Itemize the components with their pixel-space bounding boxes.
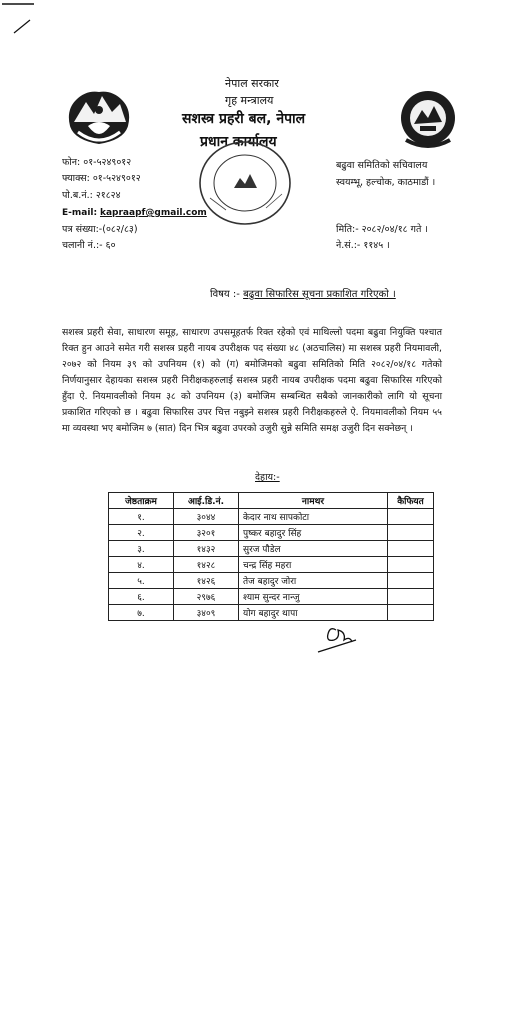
notice-body: सशस्त्र प्रहरी सेवा, साधारण समूह, साधारण उपसमूहतर्फ रिक्त रहेको एवं माथिल्लो पदमा बढुवा नियुक्ति पश्चात रिक्त हुन आउने समेत गरी सशस्त्र प्रहरी नायब उपरीक्षक पद संख्या ४८ (अठचालिस) मा सशस्त्र प्रहरी नियमावली, २०७२ को नियम ३९ को उपनियम (१) को (ग) बमोजिमको बढुवा समितिको मिति २०८२/०४/१८ गतेको निर्णयानुसार देहायका सशस्त्र प्रहरी निरीक्षकहरुलाई सशस्त्र प्रहरी नायब उपरीक्षक पदमा बढुवा सिफारिस गरिएको हुँदा ऐ. नियमावलीको नियम ३८ को उपनियम (३) बमोजिम सम्बन्धित सबैको जानकारीको लागि यो सूचना प्रकाशित गरिएको छ । बढुवा सिफारिस उपर चित्त नबुझ्ने सशस्त्र प्रहरी निरीक्षकहरुले ऐ. नियमावलीको नियम ५५ मा व्यवस्था भए बमोजिम ७ (सात) दिन भित्र बढुवा उपरको उजुरी सुन्ने समिति समक्ष उजुरी दिन सक्नेछन् । (62, 327, 442, 434)
cell-remarks (388, 589, 434, 605)
cell-remarks (388, 525, 434, 541)
cell-remarks (388, 573, 434, 589)
promotion-table (108, 492, 434, 621)
cell-seniority: ७. (109, 605, 174, 621)
cell-seniority: ६. (109, 589, 174, 605)
subject-text: बढुवा सिफारिस सूचना प्रकाशित गरिएको । (243, 289, 396, 300)
cell-name: श्याम सुन्दर नान्जु (239, 589, 388, 605)
subject-line (210, 289, 396, 301)
po-box: पो.ब.नं.: २१८२४ (62, 190, 121, 201)
signature (316, 622, 362, 656)
cell-name: योग बहादुर थापा (239, 605, 388, 621)
office-name: प्रधान कार्यालय (200, 134, 277, 150)
nepal-emblem-icon (64, 82, 134, 152)
table-row (109, 589, 434, 605)
cell-id: १४२६ (174, 573, 239, 589)
corner-scribble (0, 0, 40, 40)
cell-id: ३२०१ (174, 525, 239, 541)
force-emblem-icon (398, 88, 458, 150)
cell-seniority: ४. (109, 557, 174, 573)
list-heading: देहाय:- (255, 472, 280, 483)
ministry-name: गृह मन्त्रालय (225, 94, 274, 107)
email-line (62, 207, 207, 219)
subject-label: विषय :- (210, 289, 240, 300)
ne-number: ने.सं.:- ११४५ । (336, 240, 390, 251)
recipient-address: स्वयम्भू, हल्चोक, काठमाडौं । (336, 177, 436, 188)
cell-seniority: २. (109, 525, 174, 541)
government-name: नेपाल सरकार (225, 77, 279, 90)
cell-id: ३४०९ (174, 605, 239, 621)
organization-name: सशस्त्र प्रहरी बल, नेपाल (182, 111, 306, 127)
cell-name: पुष्कर बहादुर सिंह (239, 525, 388, 541)
table-row (109, 541, 434, 557)
table-row (109, 557, 434, 573)
office-seal-stamp (196, 134, 294, 228)
table-header-row (109, 493, 434, 509)
email-label: E-mail: (62, 208, 98, 218)
cell-remarks (388, 541, 434, 557)
letter-number: पत्र संख्या:-(०८२/८३) (62, 224, 138, 235)
cell-id: २९७६ (174, 589, 239, 605)
fax-number: फ्याक्स: ०१-५२४९०१२ (62, 173, 141, 184)
email-link[interactable]: kapraapf@gmail.com (99, 208, 207, 218)
table-row (109, 573, 434, 589)
dispatch-number: चलानी नं.:- ६० (62, 240, 116, 251)
cell-id: १४३२ (174, 541, 239, 557)
cell-id: ३०४४ (174, 509, 239, 525)
cell-seniority: १. (109, 509, 174, 525)
cell-name: सुरज पौडेल (239, 541, 388, 557)
table-row (109, 509, 434, 525)
cell-name: तेज बहादुर जोरा (239, 573, 388, 589)
table-row (109, 525, 434, 541)
cell-name: चन्द्र सिंह महरा (239, 557, 388, 573)
col-seniority: जेष्ठताक्रम (109, 493, 174, 509)
phone-number: फोन: ०१-५२४९०१२ (62, 157, 132, 168)
col-name: नामथर (239, 493, 388, 509)
letter-date: मिति:- २०८२/०४/१८ गते । (336, 224, 428, 235)
cell-remarks (388, 509, 434, 525)
cell-seniority: ५. (109, 573, 174, 589)
cell-id: १४२८ (174, 557, 239, 573)
recipient-office: बढुवा समितिको सचिवालय (336, 160, 428, 171)
cell-remarks (388, 557, 434, 573)
cell-name: केदार नाथ सापकोटा (239, 509, 388, 525)
cell-seniority: ३. (109, 541, 174, 557)
cell-remarks (388, 605, 434, 621)
col-remarks: कैफियत (388, 493, 434, 509)
table-row (109, 605, 434, 621)
col-id: आई.डि.नं. (174, 493, 239, 509)
